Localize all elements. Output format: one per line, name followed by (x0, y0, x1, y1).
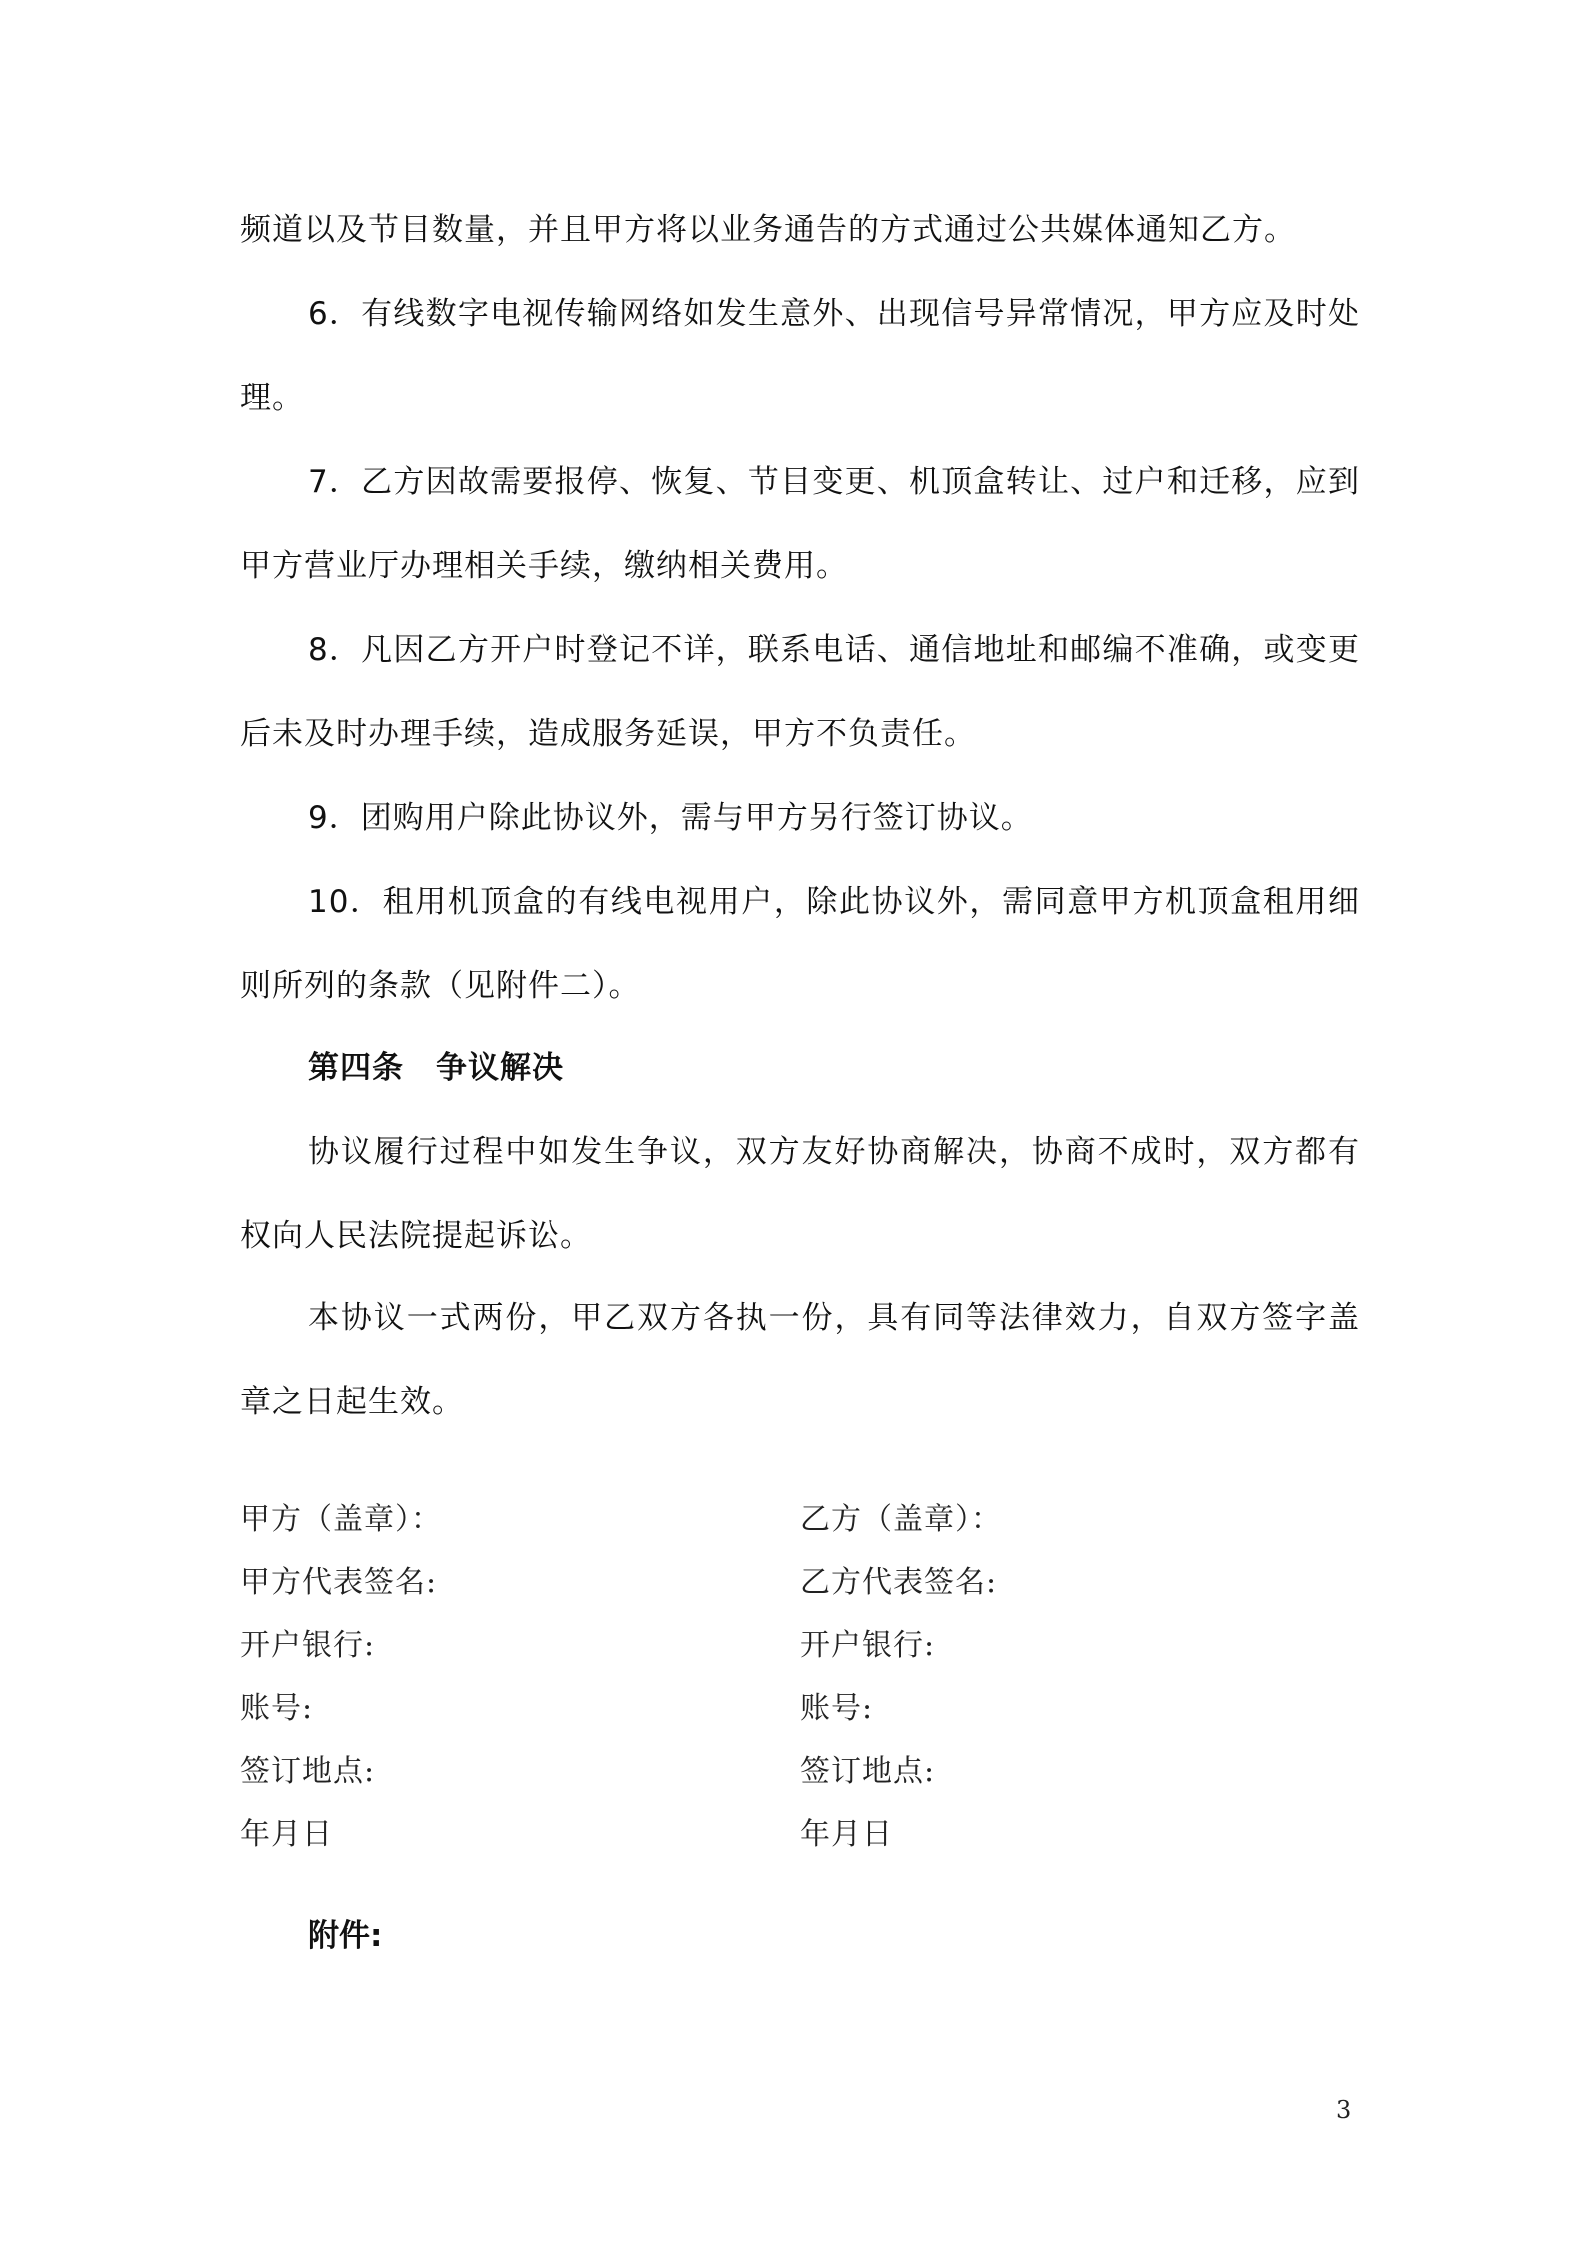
party-b-seal: 乙方（盖章）： (800, 1502, 1002, 1537)
paragraph-item-6: 6．有线数字电视传输网络如发生意外、出现信号异常情况，甲方应及时处理。 (240, 296, 1360, 416)
attachment-label: 附件: (308, 1918, 383, 1954)
party-a-bank: 开户银行: (240, 1628, 376, 1663)
paragraph-dispute: 协议履行过程中如发生争议，双方友好协商解决，协商不成时，双方都有权向人民法院提起诉讼。 (240, 1134, 1360, 1254)
party-a-representative: 甲方代表签名: (240, 1565, 438, 1600)
party-a-account: 账号: (240, 1691, 314, 1726)
paragraph-item-10: 10．租用机顶盒的有线电视用户，除此协议外，需同意甲方机顶盒租用细则所列的条款（见附件二）。 (240, 884, 1360, 1004)
paragraph-continuation: 频道以及节目数量，并且甲方将以业务通告的方式通过公共媒体通知乙方。 (240, 212, 1296, 248)
signature-block-party-b (800, 1488, 1002, 1866)
party-b-bank: 开户银行: (800, 1628, 936, 1663)
party-a-place: 签订地点: (240, 1754, 376, 1789)
paragraph-item-9: 9．团购用户除此协议外，需与甲方另行签订协议。 (308, 800, 1033, 836)
party-a-seal: 甲方（盖章）： (240, 1502, 442, 1537)
signature-block-party-a (240, 1488, 442, 1866)
party-b-representative: 乙方代表签名: (800, 1565, 998, 1600)
paragraph-item-7: 7．乙方因故需要报停、恢复、节目变更、机顶盒转让、过户和迁移，应到甲方营业厅办理相关手续，缴纳相关费用。 (240, 464, 1360, 584)
party-a-date: 年月日 (240, 1817, 333, 1852)
party-b-account: 账号: (800, 1691, 874, 1726)
section-heading-article-4: 第四条 争议解决 (308, 1050, 564, 1086)
party-b-place: 签订地点: (800, 1754, 936, 1789)
page-number: 3 (1336, 2096, 1352, 2124)
party-b-date: 年月日 (800, 1817, 893, 1852)
paragraph-item-8: 8．凡因乙方开户时登记不详，联系电话、通信地址和邮编不准确，或变更后未及时办理手续，造成服务延误，甲方不负责任。 (240, 632, 1360, 752)
paragraph-effectiveness: 本协议一式两份，甲乙双方各执一份，具有同等法律效力，自双方签字盖章之日起生效。 (240, 1300, 1360, 1420)
